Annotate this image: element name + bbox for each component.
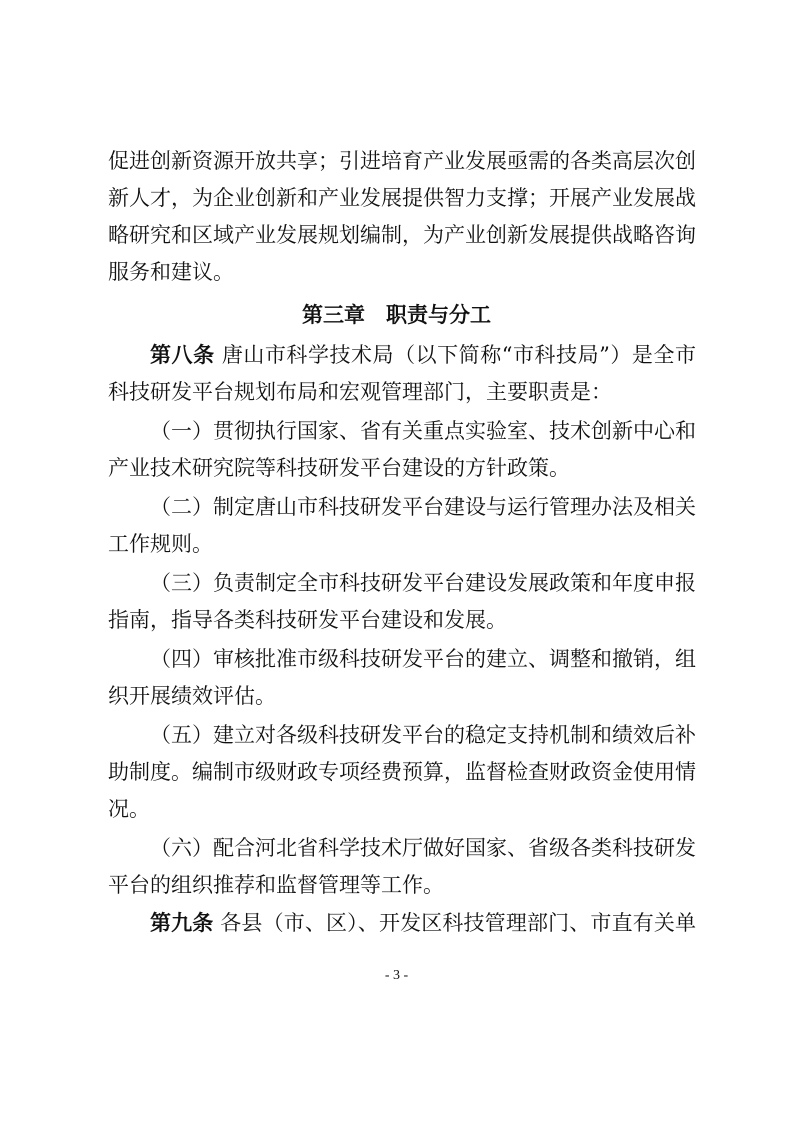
page-number: - 3 - bbox=[384, 968, 409, 983]
paragraph-line: 略研究和区域产业发展规划编制，为产业创新发展提供战略咨询 bbox=[108, 223, 696, 247]
paragraph-line: 促进创新资源开放共享；引进培育产业发展亟需的各类高层次创 bbox=[108, 149, 696, 173]
paragraph-line: 服务和建议。 bbox=[108, 260, 234, 284]
item-line: 工作规则。 bbox=[108, 532, 213, 556]
chapter-heading: 第三章 职责与分工 bbox=[302, 303, 491, 327]
item-line: 助制度。编制市级财政专项经费预算，监督检查财政资金使用情 bbox=[108, 760, 696, 784]
item-line: 平台的组织推荐和监督管理等工作。 bbox=[108, 873, 444, 897]
article-8-label: 第八条 bbox=[150, 343, 215, 367]
item-line: 产业技术研究院等科技研发平台建设的方针政策。 bbox=[108, 456, 570, 480]
item-line: 指南，指导各类科技研发平台建设和发展。 bbox=[108, 608, 507, 632]
article-9-label: 第九条 bbox=[150, 911, 214, 935]
item-line: 织开展绩效评估。 bbox=[108, 684, 276, 708]
article-9-line bbox=[150, 905, 696, 942]
article-8-line: 科技研发平台规划布局和宏观管理部门，主要职责是： bbox=[108, 380, 612, 404]
paragraph-line: 新人才，为企业创新和产业发展提供智力支撑；开展产业发展战 bbox=[108, 186, 696, 210]
article-9-text: 各县（市、区）、开发区科技管理部门、市直有关单 bbox=[220, 911, 697, 935]
item-line: 况。 bbox=[108, 797, 150, 821]
article-8-text: 唐山市科学技术局（以下简称“市科技局”）是全市 bbox=[221, 343, 696, 367]
item-line: （五）建立对各级科技研发平台的稳定支持机制和绩效后补 bbox=[150, 723, 696, 747]
item-line: （六）配合河北省科学技术厅做好国家、省级各类科技研发 bbox=[150, 836, 696, 860]
item-line: （三）负责制定全市科技研发平台建设发展政策和年度申报 bbox=[150, 571, 696, 595]
item-line: （一）贯彻执行国家、省有关重点实验室、技术创新中心和 bbox=[150, 419, 696, 443]
article-8-line bbox=[150, 337, 696, 374]
item-line: （二）制定唐山市科技研发平台建设与运行管理办法及相关 bbox=[150, 495, 696, 519]
item-line: （四）审核批准市级科技研发平台的建立、调整和撤销，组 bbox=[150, 647, 696, 671]
